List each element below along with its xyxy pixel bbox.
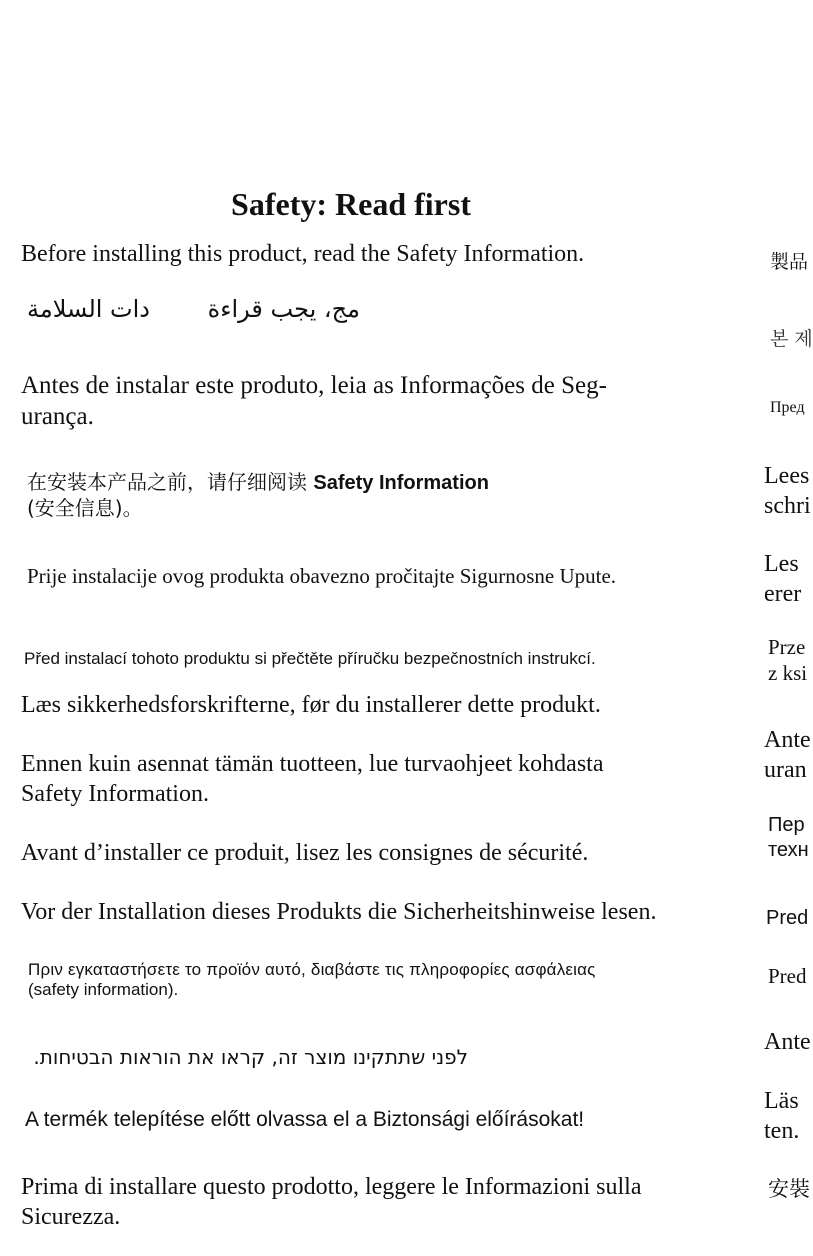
greek-notice-line2: (safety information). [28,980,179,999]
portuguese-br-notice-line2: urança. [21,403,94,430]
hungarian-notice: A termék telepítése előtt olvassa el a Biztonsági előírásokat! [25,1108,585,1131]
serbian-notice-line1: Пер [768,814,805,836]
polish-notice-line1: Prze [768,635,806,659]
danish-notice: Læs sikkerhedsforskrifterne, før du installerer dette produkt. [21,692,601,718]
korean-notice: 본 제 [770,328,813,350]
norwegian-notice-line2: erer [764,581,802,607]
swedish-notice-line2: ten. [764,1118,800,1144]
arabic-notice-part2: دات السلامة [26,295,150,323]
czech-notice: Před instalací tohoto produktu si přečtěte příručku bezpečnostních instrukcí. [24,649,596,668]
russian-notice: Пред [770,399,805,416]
german-notice: Vor der Installation dieses Produkts die Sicherheitshinweise lesen. [21,899,657,925]
finnish-notice-line2: Safety Information. [21,781,209,807]
english-notice: Before installing this product, read the Safety Information. [21,241,585,267]
slovenian-notice: Pred [768,964,807,988]
chinese-traditional-notice: 安裝 [768,1177,810,1201]
page-title: Safety: Read first [231,186,471,222]
portuguese-br-notice-line1: Antes de instalar este produto, leia as Informações de Seg- [21,372,607,399]
spanish-notice: Ante [764,1029,811,1055]
dutch-notice-line1: Lees [764,463,810,489]
portuguese-notice-line1: Ante [764,727,811,753]
dutch-notice-line2: schri [764,493,811,519]
norwegian-notice-line1: Les [764,551,799,577]
italian-notice-line1: Prima di installare questo prodotto, leggere le Informazioni sulla [21,1174,642,1200]
portuguese-notice-line2: uran [764,757,807,783]
serbian-notice-line2: техн [768,839,809,861]
arabic-notice-part1: مج، يجب قراءة [207,295,360,323]
chinese-simplified-notice-line1: 在安装本产品之前，请仔细阅读 Safety Information [27,470,489,494]
polish-notice-line2: z ksi [768,661,808,685]
croatian-notice: Prije instalacije ovog produkta obavezno pročitajte Sigurnosne Upute. [27,564,617,588]
chinese-simplified-notice-line2: (安全信息)。 [27,496,143,520]
french-notice: Avant d’installer ce produit, lisez les consignes de sécurité. [21,840,589,866]
greek-notice-line1: Πριν εγκαταστήσετε το προϊόν αυτό, διαβάστε τις πληροφορίες ασφάλειας [28,960,596,979]
finnish-notice-line1: Ennen kuin asennat tämän tuotteen, lue turvaohjeet kohdasta [21,751,604,777]
swedish-notice-line1: Läs [764,1088,799,1114]
italian-notice-line2: Sicurezza. [21,1204,121,1230]
japanese-notice: 製品 [770,251,809,273]
hebrew-notice: לפני שתתקינו מוצר זה, קראו את הוראות הבטיחות. [33,1045,468,1069]
slovak-notice: Pred [766,907,809,929]
